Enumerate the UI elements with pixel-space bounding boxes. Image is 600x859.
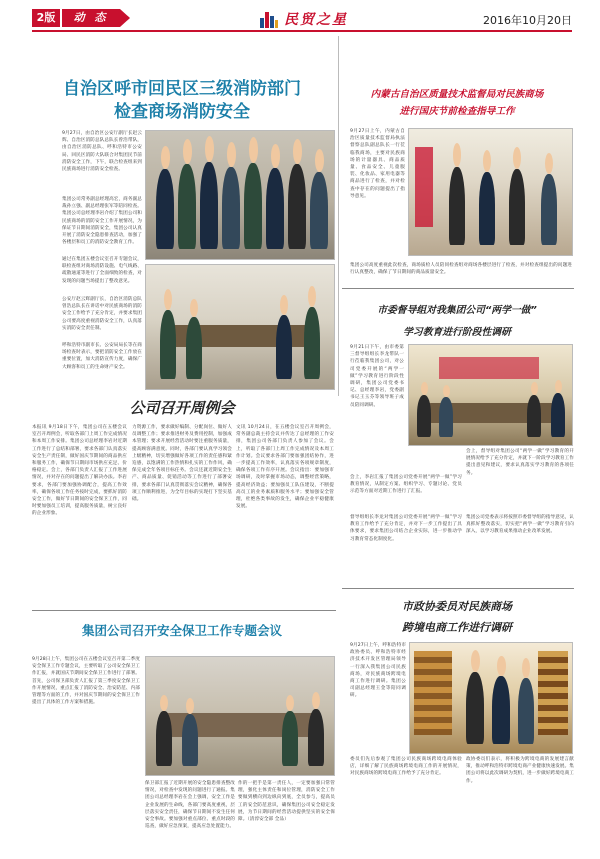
page-header <box>0 0 600 32</box>
article-body: 集团公司高度重视此次检查，商场质检人员陪同检查组对商场各楼层进行了检查，并对检查组提出的问题进行认真整改，确保了节日期间的商品质量安全。 <box>350 263 572 276</box>
section-tab: 动 态 <box>62 9 120 27</box>
article-title-weekly: 公司召开周例会 <box>129 399 235 417</box>
article-body: 9月21日下午，由市委第三督导组组长李龙带队一行莅临我集团公司，对公司党委开展的“两学一做”学习教育进行阶段性调研，集团公司党委书记、总经理李岩，党委副书记王玉芬等领导班子成员陪同调研。 <box>350 345 404 408</box>
article-body: 作的一把手是第一责任人，一定要加强日常管理，强化主体责任和岗位管理，消防安全工作要做到横向到边纵向到底，全员参与，提高员工的安全防范意识，确保集团公司安全稳定发展，为节日期间的经营活动提供坚实的安全保障。（清淳安全部 全品） <box>238 781 335 823</box>
photo-market-inspection <box>408 128 573 256</box>
article-body: 呼和浩特市副市长、公安局局长等在商场检查时表示，要把消防安全工作放在重要位置，加大消防宣传力度，确保广大顾客和员工的生命财产安全。 <box>62 343 142 370</box>
article-body: 会上，督导组对集团公司“两学一做”学习教育的开展情况给予了充分肯定，并就下一阶段学习教育工作提出意见和建议，要求认真落实学习教育的各项任务。 <box>466 449 574 476</box>
article-title-quality: 内蒙古自治区质量技术监督局对民族商场 进行国庆节前检查指导工作 <box>370 89 544 117</box>
article-body: 集团公司党委表示将按照市委督导组的指导意见，认真抓好整改落实，切实把“两学一做”学习教育引向深入，以学习教育成果推动企业改革发展。 <box>466 515 574 535</box>
photo-crossborder-store <box>409 642 573 754</box>
article-body: 通过在集团五楼会议室召开专题会议，联检查组对商场消防设施、电气线路、疏散通道等进行了全面细致的检查，对发现的问题当场提出了整改意见。 <box>62 257 142 284</box>
page-number: 2版 <box>32 9 60 27</box>
section-divider <box>32 610 336 611</box>
article-title-security: 集团公司召开安全保卫工作专题会议 <box>81 623 282 638</box>
article-body: 本报讯 9月18日下午，集团公司在五楼会议室召开周例会，听取各部门上周工作完成情况和本周工作安排。集团公司总经理李岩对近期工作进行了总结和部署，要求各部门认真落实安全生产责任制，做好国庆节期间的商品供应和服务工作，确保节日期间市场供应充足、价格稳定。会上，各部门负责人汇报了工作进展情况，并对存在的问题提出了解决办法。李岩要求，各部门要加强协调配合，提高工作效率，确保各项工作任务按时完成，要抓好消防安全工作，做好节日期间的安全保卫工作，同时要加强员工培训，提高服务质量，树立良好的企业形象。 <box>32 425 127 517</box>
section-divider <box>342 288 574 289</box>
photo-security-meeting <box>145 656 335 776</box>
article-body: 9月28日上午，集团公司在五楼会议室召开第二季度安全保卫工作专题会议，主要听取了公司安全保卫工作汇报，并就国庆节期间安全保卫工作进行了部署。首先，公司保卫部负责人汇报了第三季度安全保卫工作开展情况，重点汇报了消防安全、治安防范、内部管理等方面的工作，并对国庆节期间的安全保卫工作提出了具体的工作方案和措施。 <box>32 657 140 706</box>
photo-study-session <box>408 344 573 446</box>
masthead-logo-icon <box>260 10 278 28</box>
article-body: 委员们先后参观了集团公司民族商场跨境电商体验店，详细了解了民族商场跨境电商工作的开展情况，对民族商场的跨境电商工作给予了充分肯定。 <box>350 757 462 777</box>
photo-meeting-room <box>145 264 335 390</box>
article-title-cppcc: 市政协委员对民族商场 跨境电商工作进行调研 <box>402 600 512 634</box>
article-body: 督导组组长李龙对集团公司党委开展“两学一做”学习教育工作给予了充分肯定，并对下一步工作提出了具体要求，要求集团公司结合企业实际，进一步推动学习教育常态化制度化。 <box>350 515 462 542</box>
masthead <box>260 9 348 29</box>
issue-date: 2016年10月20日 <box>483 14 572 27</box>
article-body: 9月27日上午，内蒙古自治区质量技术监督局执法督察总队副总队长一行莅临我商场，主要对民族商场的计量器具、商品质量、食品安全、儿童服装、化妆品、家用电器等商品进行了检查，并对检查中存在的问题提出了指导意见。 <box>350 129 405 199</box>
article-body: 政协委员们表示，将积极为跨境电商的发展建言献策，推动呼和浩特市跨境电商产业健康快速发展。集团公司将以此次调研为契机，进一步做好跨境电商工作。 <box>466 757 574 784</box>
article-title-education: 市委督导组对我集团公司“两学一做” 学习教育进行阶段性调研 <box>377 305 537 338</box>
section-divider <box>342 588 574 589</box>
article-body: 9月27日上午，呼和浩特市政协委员、呼和浩特市经济技术开发区管理局领导一行深入我集团公司民族商场，对民族商场跨境电商工作进行调研。集团公司副总经理王金等陪同调研。 <box>350 643 406 699</box>
article-body: 文讯 10月24日，在五楼会议室召开周例会，常务副总裁主持会议并传达了总经理的工作安排，集团公司各部门负责人参加了会议。会上，听取了各部门上周工作完成情况及本周工作计划。会议要求各部门要加强团结协作，进一步提高工作效率，认真落实各项规章制度，确保各项工作有序开展。会议指出：要加强市场调研，及时掌握市场动态，调整经营策略，提高经济效益；要加强员工队伍建设，不断提高员工的业务素质和服务水平；要加强安全管理，杜绝各类事故的发生，确保企业平稳健康发展。 <box>236 425 334 510</box>
photo-inspection-group <box>145 130 335 260</box>
article-body: 力资源工作，要求做好编制、分配岗位、做好人员调整工作；要求推进财务及费用控制，加强成本管理；要求开展经营活动时要注重服务质量，提高顾客满意度。同时，各部门要认真学习领会上级精神，切实增强做好各项工作的责任感和紧迫感，以饱满的工作热情和扎实的工作作风，确保完成全年各项目标任务。会议还就近期安全生产、商品质量、促销活动等工作进行了部署安排，要求各部门认真贯彻落实会议精神，确保各项工作顺利推进，为全年目标的实现打下坚实基础。 <box>132 425 232 503</box>
article-body: 公安厅赵云辉副厅长，自治区消防总队曾浩总队长在讲话中对民族商场的消防安全工作给予了充分肯定，并要求集团公司要高度重视消防安全工作，认真落实消防安全责任制。 <box>62 297 142 331</box>
article-title-fire-safety: 自治区呼市回民区三级消防部门 检查商场消防安全 <box>63 79 301 122</box>
article-body: 会上，李岩汇报了集团公司党委开展“两学一做”学习教育情况，从制定方案、组织学习、专题讨论、党员示范等方面对近期工作进行了汇报。 <box>350 475 462 495</box>
article-body: 9月27日，由自治区公安厅副厅长赵云辉、自治区消防总队总队长曾浩带队，由自治区消防总队、呼和浩特市公安局、回民区消防大队联合对集团民节前消防安全工作，下午，联合检查组来到民族商场进行消防安全检查。 <box>62 131 142 173</box>
article-body: 保卫部汇报了近期开展的安全隐患排查整改情况，对检查中发现的问题进行了通报。集团公司总经理李岩在会上强调，安全工作是企业发展的生命线，各部门要高度重视，层层落实安全责任，确保节日期间不发生任何安全事故。要加强对重点部位、重点时段的巡查，做好应急预案，提高应急处置能力。 <box>145 781 235 830</box>
article-body: 集团公司常务副总经理高宏，商务副总裁孙立强、副总经理张军等陪同检查。集团公司总经理李岩介绍了集团公司和民族商场的消防安全工作开展情况，为保证节日期间消防安全，集团公司认真开展了消防安全隐患排查活动，加强了各楼层和员工的消防安全教育工作。 <box>62 197 142 246</box>
header-rule <box>32 30 572 32</box>
column-divider <box>338 36 339 396</box>
masthead-name: 民贸之星 <box>284 12 348 28</box>
